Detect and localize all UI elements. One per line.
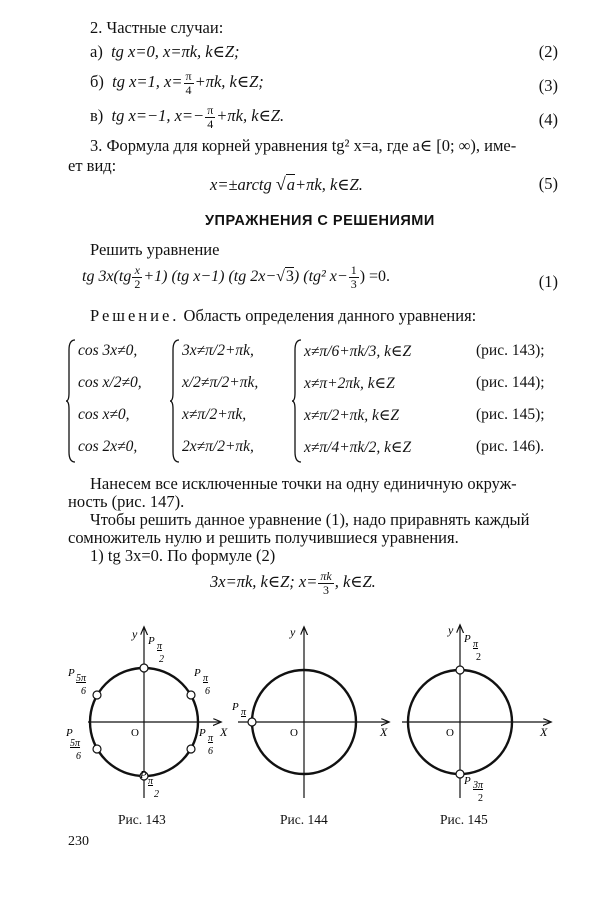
point-pi [248,718,256,726]
case-b-post: +πk, k∈Z; [194,71,264,91]
formula5-pre: x=±arctg [210,175,276,194]
sys1-row2: cos x/2≠0, [78,374,142,391]
sys2-row2: x/2≠π/2+πk, [182,374,259,391]
label-pi: π [241,707,247,718]
page-number: 230 [68,834,89,849]
label-num: π [203,673,209,684]
bottom-label-p: P [464,775,471,787]
ref-143: (рис. 143); [476,342,545,359]
label-num: π [208,733,214,744]
label-num: π [148,776,154,787]
label-p: P [68,667,75,679]
sys3-row1: x≠π/6+πk/3, k∈Z [304,343,412,360]
y-label: y [290,625,296,639]
formula5 [210,174,363,196]
step1-result [210,570,376,596]
caption-144: Рис. 144 [280,812,328,827]
system-col1 [66,338,166,464]
top-label-p: P [464,633,471,645]
step1-res-pre: 3x=πk, k∈Z; x= [210,571,318,591]
point-pi6 [187,691,195,699]
brace-icon [170,338,180,464]
task-eq-part2: (tg [113,267,132,285]
sys1-row3: cos x≠0, [78,406,130,423]
caption-143: Рис. 143 [118,812,166,827]
task-radicand: 3 [285,267,294,285]
case-c-pre: tg x=−1, x=− [111,105,205,125]
task-equation [82,264,390,290]
case-c-label: в) [90,105,104,125]
eq-number-2: (2) [538,42,558,61]
label-den: 6 [208,746,213,757]
label-den: 6 [76,751,81,762]
eq-number-4: (4) [538,110,558,129]
para1-line2: ность (рис. 147). [68,492,185,511]
solution-line [90,306,476,326]
figure-refs [476,338,566,464]
case-a-equation: tg x=0, x=πk, k∈Z; [111,42,240,61]
task-eq-part3: +1) (tg x−1) (tg 2x− [143,267,277,285]
step1-frac-den: 3 [323,582,330,597]
task-frac-x2 [132,264,142,290]
caption-145: Рис. 145 [440,812,488,827]
task-frac-13 [349,264,359,290]
para2-line2: сомножитель нулю и решить получившиеся уравнения. [68,528,459,547]
case-b-numerator: π [185,69,192,83]
origin-label: O [446,727,454,739]
x-label: X [220,725,228,739]
label-p: P [140,769,147,781]
label-den: 6 [205,686,210,697]
case-b-label: б) [90,71,104,91]
case-c-post: +πk, k∈Z. [216,105,285,125]
task-sqrt-sign: √ [276,267,285,285]
label-p: P [148,635,155,647]
case-c-fraction [205,104,215,130]
task-eq-part5: ) =0. [359,267,391,285]
formula3-line2: ет вид: [68,156,117,175]
label-num: 5π [76,673,87,684]
sys1-row1: cos 3x≠0, [78,342,138,359]
eq-number-5: (5) [538,174,558,193]
para2-line1: Чтобы решить данное уравнение (1), надо приравнять каждый [90,510,530,529]
sqrt-sign: √ [275,174,286,194]
label-p: P [194,667,201,679]
step1-res-post: , k∈Z. [334,571,376,591]
case-c-numerator: π [207,103,214,117]
sys1-row4: cos 2x≠0, [78,438,138,455]
sys2-row1: 3x≠π/2+πk, [182,342,254,359]
figure-145 [392,618,562,808]
origin-label: O [290,727,298,739]
brace-icon [66,338,76,464]
case-a-label: а) [90,42,103,61]
case-b [90,70,264,96]
task-frac-x2-num: x [132,264,142,278]
bottom-label-den: 2 [478,793,483,804]
point-neg5pi6 [93,745,101,753]
case-c-denominator: 4 [207,116,214,131]
point-pi2 [140,664,148,672]
top-label-num: π [473,639,479,650]
sys2-row3: x≠π/2+πk, [182,406,247,423]
label-p: P [199,727,206,739]
special-cases-title: 2. Частные случаи: [90,18,224,37]
sys3-row2: x≠π+2πk, k∈Z [304,375,395,392]
step1: 1) tg 3x=0. По формуле (2) [90,546,276,565]
label-den: 6 [81,686,86,697]
x-label: X [540,725,548,739]
label-den: 2 [154,789,159,800]
step1-frac-num: πk [320,569,332,583]
point-5pi6 [93,691,101,699]
task-frac-13-num: 1 [350,263,357,277]
task-frac-13-den: 3 [350,276,357,291]
top-label-den: 2 [476,652,481,663]
label-den: 2 [159,654,164,665]
point-labels [65,635,214,800]
sys2-row4: 2x≠π/2+πk, [182,438,254,455]
solution-rest: Область определения данного уравнения: [179,306,477,325]
task-intro: Решить уравнение [90,240,220,259]
case-b-denominator: 4 [185,82,192,97]
step1-frac [318,570,333,596]
point-negpi6 [187,745,195,753]
case-c [90,104,284,130]
task-eq-number: (1) [538,272,558,291]
task-frac-x2-den: 2 [134,276,141,291]
section-heading: УПРАЖНЕНИЯ С РЕШЕНИЯМИ [205,213,435,229]
para1-line1: Нанесем все исключенные точки на одну единичную окруж- [90,474,517,493]
formula5-post: +πk, k∈Z. [295,175,363,194]
solution-word: Решение. [90,306,180,325]
eq-number-3: (3) [538,76,558,95]
brace-icon [292,338,302,464]
label-num: 5π [70,738,81,749]
point-pi2 [456,666,464,674]
figure-143 [60,618,230,808]
case-b-fraction [184,70,194,96]
task-eq-part1: tg 3x [82,267,114,285]
label-num: π [157,641,163,652]
label-p: P [232,701,239,713]
label-p: P [66,727,73,739]
x-label: X [380,725,388,739]
y-label: y [132,627,138,641]
formula3-line1: 3. Формула для корней уравнения tg² x=a, где a∈ [0; ∞), име- [90,136,517,155]
ref-145: (рис. 145); [476,406,545,423]
case-b-pre: tg x=1, x= [112,71,183,91]
point-3pi2 [456,770,464,778]
bottom-label-num: 3π [473,780,484,791]
sys3-row4: x≠π/4+πk/2, k∈Z [304,439,412,456]
system-col2 [170,338,288,464]
origin-label: O [131,727,139,739]
ref-146: (рис. 146). [476,438,545,455]
y-label: y [448,623,454,637]
system-col3 [292,338,462,464]
formula5-radicand: a [286,175,295,194]
task-eq-part4: ) (tg² x− [293,267,348,285]
case-a [90,42,240,62]
ref-144: (рис. 144); [476,374,545,391]
sys3-row3: x≠π/2+πk, k∈Z [304,407,400,424]
figure-144 [228,618,398,808]
